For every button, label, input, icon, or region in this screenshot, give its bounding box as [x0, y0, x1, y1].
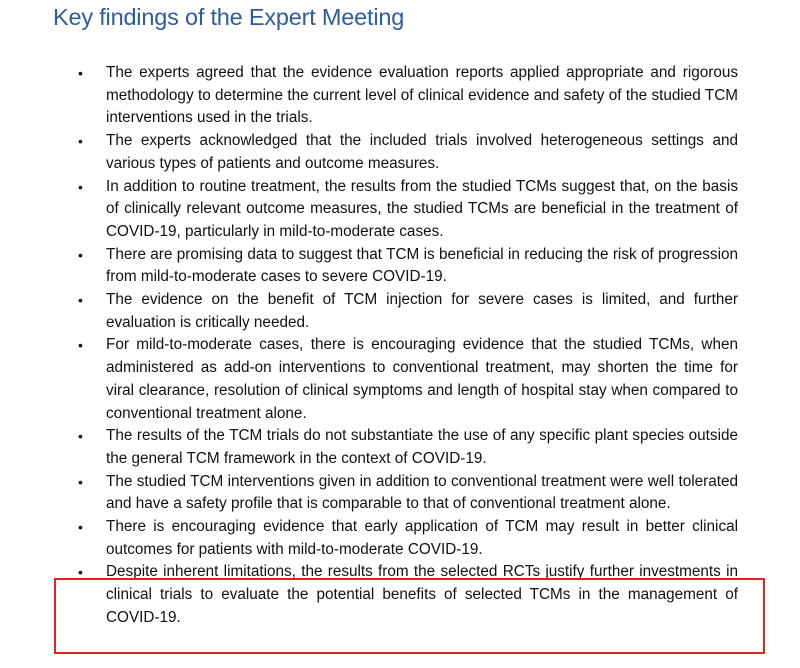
bullet-icon: •: [78, 178, 83, 195]
findings-list: [0, 62, 800, 630]
finding-item: [0, 425, 738, 470]
bullet-icon: •: [78, 564, 83, 581]
finding-item: [0, 130, 738, 175]
finding-item: [0, 516, 738, 561]
finding-text: There are promising data to suggest that TCM is beneficial in reducing the risk of progression from mild-to-moderate cases to severe COVID-19.: [106, 245, 738, 286]
bullet-icon: •: [78, 519, 83, 536]
finding-item-highlighted: [0, 561, 738, 629]
finding-text: The evidence on the benefit of TCM injection for severe cases is limited, and further evaluation is critically needed.: [106, 291, 738, 331]
finding-text: Despite inherent limitations, the results from the selected RCTs justify further investments in clinical trials to evaluate the potential benefits of selected TCMs in the management of COVID-19.: [106, 563, 738, 626]
finding-text: The studied TCM interventions given in addition to conventional treatment were well tolerated and have a safety profile that is comparable to that of conventional treatment alone.: [106, 472, 738, 513]
finding-item: [0, 176, 738, 244]
finding-text: In addition to routine treatment, the results from the studied TCMs suggest that, on the basis of clinically relevant outcome measures, the studied TCMs are beneficial in the treatment of COVID-19, particularly in mild-to-moderate cases.: [106, 177, 738, 240]
bullet-icon: •: [78, 428, 83, 445]
bullet-icon: •: [78, 292, 83, 309]
finding-text: There is encouraging evidence that early application of TCM may result in better clinical outcomes for patients with mild-to-moderate COVID-19.: [106, 518, 738, 558]
finding-text: For mild-to-moderate cases, there is encouraging evidence that the studied TCMs, when administered as add-on interventions to conventional treatment, may shorten the time for viral clearance, resolution of clinical symptoms and length of hospital stay when compared to conventional treatment alone.: [106, 336, 738, 422]
bullet-icon: •: [78, 133, 83, 150]
finding-text: The experts acknowledged that the included trials involved heterogeneous settings and various types of patients and outcome measures.: [106, 132, 738, 172]
finding-item: [0, 244, 738, 289]
finding-text: The results of the TCM trials do not substantiate the use of any specific plant species outside the general TCM framework in the context of COVID-19.: [106, 427, 738, 467]
page-title: Key findings of the Expert Meeting: [53, 4, 405, 30]
bullet-icon: •: [78, 65, 83, 81]
finding-text: The experts agreed that the evidence evaluation reports applied appropriate and rigorous methodology to determine the current level of clinical evidence and safety of the studied TCM interventions used in the trials.: [106, 64, 738, 127]
finding-item: [0, 334, 738, 425]
bullet-icon: •: [78, 473, 83, 490]
bullet-icon: •: [78, 246, 83, 263]
finding-item: [0, 471, 738, 516]
finding-item: [0, 62, 738, 130]
finding-item: [0, 289, 738, 334]
bullet-icon: •: [78, 337, 83, 354]
